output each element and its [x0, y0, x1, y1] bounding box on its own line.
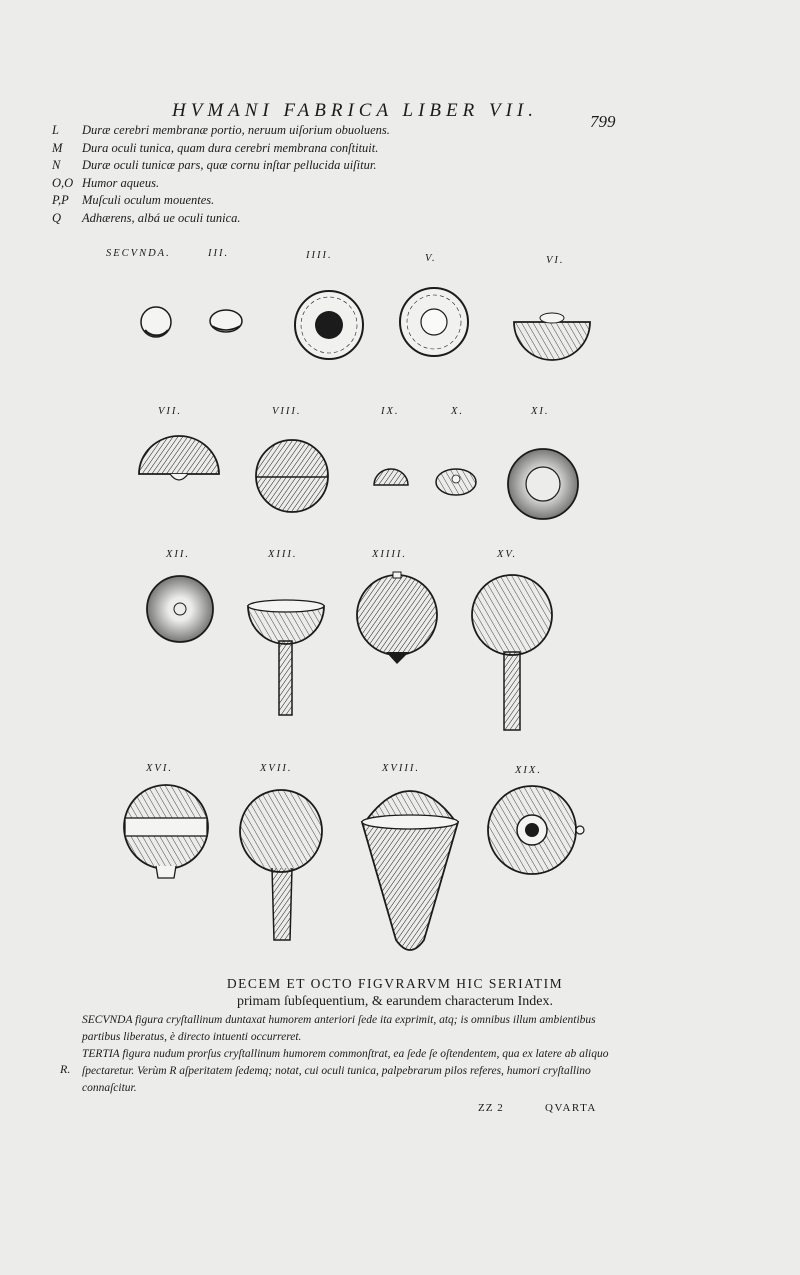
figure-xv-sphere-with-nerve [472, 575, 552, 730]
legend-key: O,O [52, 175, 74, 190]
figure-label-v: V. [425, 253, 437, 264]
figure-xviii-cone [362, 791, 458, 950]
figure-viii-sphere [256, 440, 328, 512]
index-subheading: primam ſubſequentium, & earundem characterum Index. [236, 994, 554, 1009]
figure-v-ring [400, 288, 468, 356]
figure-label-xiiii: XIIII. [372, 549, 408, 560]
legend-text: Duræ oculi tunicæ pars, quæ cornu inſtar pellucida uiſitur. [82, 158, 377, 173]
figure-label-viii: VIII. [272, 406, 302, 417]
figure-label-iiii: IIII. [306, 250, 333, 261]
legend-key: Q [52, 210, 62, 225]
figure-xii-disc [147, 576, 213, 642]
figure-iiii-ring [295, 291, 363, 359]
figure-vii-dome [139, 436, 219, 480]
legend-key: P,P [52, 193, 69, 208]
figure-label-vii: VII. [158, 406, 183, 417]
figure-label-xi: XI. [531, 406, 550, 417]
figure-label-xvi: XVI. [146, 763, 173, 774]
figure-vi-hemisphere [514, 313, 590, 360]
figure-label-vi: VI. [546, 255, 565, 266]
figure-x-small-lens [436, 469, 476, 495]
legend-key: M [52, 140, 63, 155]
figure-xiii-cup-with-stalk [248, 600, 324, 715]
figure-label-x: X. [451, 406, 465, 417]
figure-ii-crystalline-humor [141, 307, 171, 337]
signature-mark: ZZ 2 [478, 1102, 504, 1114]
legend-text: Duræ cerebri membranæ portio, neruum uiſorium obuoluens. [82, 123, 390, 137]
legend-key: N [52, 158, 61, 173]
figure-label-xiii: XIII. [268, 549, 298, 560]
figure-label-xvii: XVII. [260, 763, 293, 774]
figure-xvi-eyeball [124, 785, 208, 878]
figure-xix-eyeball-front [488, 786, 584, 874]
margin-letter: R. [60, 1062, 71, 1076]
figure-label-xv: XV. [497, 549, 518, 560]
paragraph-tertia: TERTIA figura nudum prorſus cryſtallinum humorem commonſtrat, ea ſede ſe oſtendentem, qua ex latere ab aliquo ſpectaretur. Verùm R aſperitatem ſedemq; notat, cui oculi tunica, palpebrarum pilos referes, humori cryſtallino connaſcitur. [82, 1048, 609, 1094]
figure-ix-small-dome [374, 469, 408, 485]
paragraph-secunda: SECVNDA figura cryſtallinum duntaxat humorem anteriori ſede ita exprimit, atq; is omnibus illum ambientibus partibus liberatus, è directo intuenti occurreret. [82, 1014, 596, 1043]
figure-xi-ring [508, 449, 578, 519]
figure-label-xviii: XVIII. [382, 763, 420, 774]
figure-label-xix: XIX. [515, 765, 542, 776]
legend-text: Humor aqueus. [82, 175, 160, 190]
legend-text: Muſculi oculum mouentes. [82, 193, 215, 208]
figure-xiiii-sphere [357, 572, 437, 664]
figure-xvii-eyeball-with-nerve [240, 790, 322, 940]
figure-label-secunda: SECVNDA. [106, 248, 171, 259]
figure-label-xii: XII. [166, 549, 191, 560]
figure-label-ix: IX. [381, 406, 400, 417]
figure-label-iii: III. [208, 248, 230, 259]
index-heading: DECEM ET OCTO FIGVRARVM HIC SERIATIM [226, 976, 564, 991]
legend-text: Adhærens, albá ue oculi tunica. [82, 210, 241, 225]
catchword: QVARTA [545, 1102, 597, 1114]
legend-text: Dura oculi tunica, quam dura cerebri membrana conſtituit. [82, 140, 379, 155]
running-head: HVMANI FABRICA LIBER VII. [172, 100, 538, 121]
page-number: 799 [590, 112, 616, 131]
figure-iii-crystalline-side [210, 310, 242, 332]
legend-key: L [52, 123, 59, 137]
